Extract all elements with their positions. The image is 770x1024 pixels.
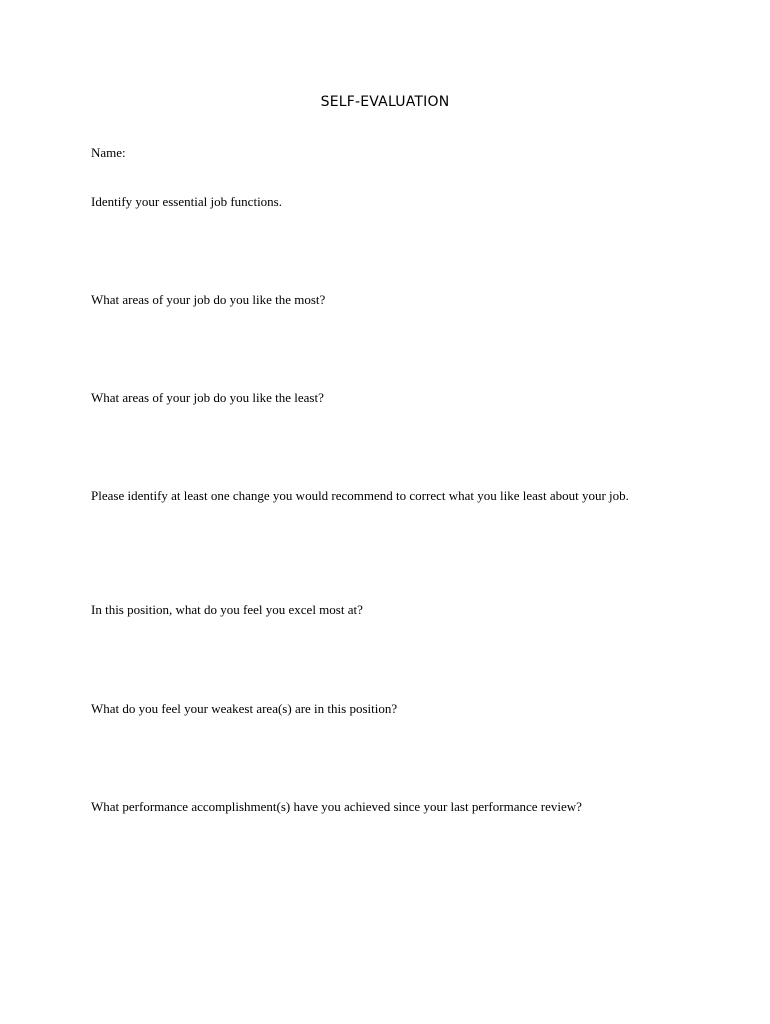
name-label: Name: (91, 145, 126, 160)
question-5: In this position, what do you feel you excel most at? (91, 602, 363, 617)
question-1: Identify your essential job functions. (91, 194, 282, 209)
question-4: Please identify at least one change you would recommend to correct what you like least about your job. (91, 488, 629, 503)
question-6: What do you feel your weakest area(s) are in this position? (91, 701, 398, 716)
question-3: What areas of your job do you like the least? (91, 390, 324, 405)
page-title: SELF-EVALUATION (320, 94, 450, 110)
question-7: What performance accomplishment(s) have you achieved since your last performance review? (91, 799, 582, 814)
question-2: What areas of your job do you like the most? (91, 292, 326, 307)
